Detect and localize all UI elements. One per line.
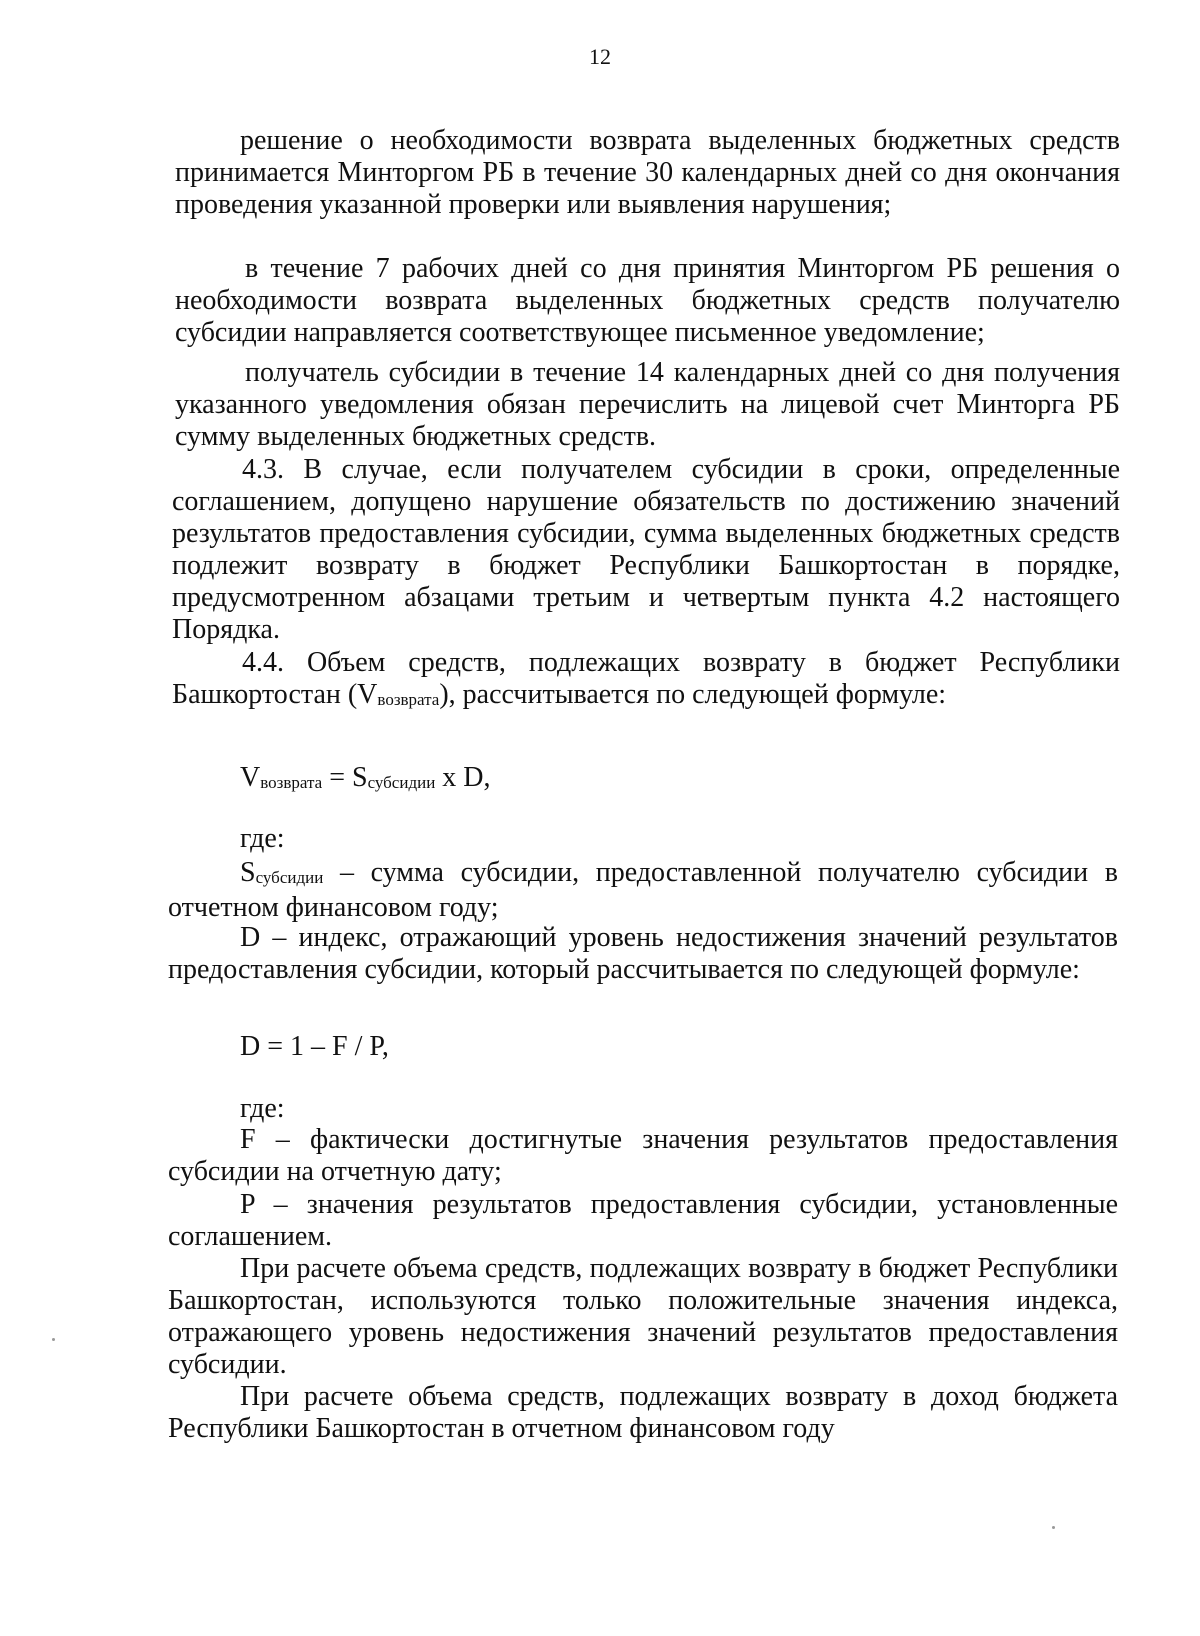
paragraph-notification: в течение 7 рабочих дней со дня принятия Минторгом РБ решения о необходимости возврата выделенных бюджетных средств получателю субсидии направляется соответствующее письменное уведомление; — [175, 253, 1120, 348]
s-symbol: S — [240, 857, 256, 888]
paragraph-4-4-text-end: ), рассчитывается по следующей формуле: — [439, 679, 947, 710]
formula-v-symbol: V — [240, 762, 261, 793]
paragraph-4-3: 4.3. В случае, если получателем субсидии в сроки, определенные соглашением, допущено нарушение обязательств по достижению значений результатов предоставления субсидии, сумма выделенных бюджетных средств подлежит возврату в бюджет Республики Башкортостан в порядке, предусмотренном абзацами третьим и четвертым пункта 4.2 настоящего Порядка. — [172, 454, 1120, 645]
paragraph-4-4 — [172, 647, 1120, 714]
paragraph-4-4-text-start: 4.4. Объем средств, подлежащих возврату в бюджет Республики Башкортостан (V — [172, 647, 1120, 710]
formula-s-subscript: субсидии — [367, 773, 436, 792]
formula-d-index: D = 1 – F / P, — [240, 1031, 389, 1062]
page-number: 12 — [589, 44, 611, 69]
where-label-1: где: — [240, 823, 285, 854]
paragraph-f-definition: F – фактически достигнутые значения результатов предоставления субсидии на отчетную дату; — [168, 1124, 1118, 1187]
paragraph-reporting-year: При расчете объема средств, подлежащих возврату в доход бюджета Республики Башкортостан в отчетном финансовом году — [168, 1381, 1118, 1444]
paragraph-s-definition — [168, 857, 1118, 924]
paragraph-recipient-transfer: получатель субсидии в течение 14 календарных дней со дня получения указанного уведомления обязан перечислить на лицевой счет Минторга РБ сумму выделенных бюджетных средств. — [175, 357, 1120, 452]
scan-speck — [52, 1338, 55, 1341]
formula-v-return — [240, 762, 491, 797]
paragraph-d-definition: D – индекс, отражающий уровень недостижения значений результатов предоставления субсидии, который рассчитывается по следующей формуле: — [168, 922, 1118, 985]
formula-equals-s: = S — [322, 762, 368, 793]
v-return-subscript: возврата — [377, 690, 440, 709]
s-subscript: субсидии — [255, 868, 324, 887]
paragraph-p-definition: P – значения результатов предоставления субсидии, установленные соглашением. — [168, 1189, 1118, 1252]
formula-v-subscript: возврата — [260, 773, 323, 792]
scan-speck — [1052, 1526, 1055, 1529]
paragraph-return-decision: решение о необходимости возврата выделенных бюджетных средств принимается Минторгом РБ в течение 30 календарных дней со дня окончания проведения указанной проверки или выявления нарушения; — [175, 125, 1120, 220]
where-label-2: где: — [240, 1093, 285, 1124]
s-definition-text: – сумма субсидии, предоставленной получателю субсидии в отчетном финансовом году; — [168, 857, 1118, 923]
formula-times-d: x D, — [435, 762, 491, 793]
paragraph-positive-values: При расчете объема средств, подлежащих возврату в бюджет Республики Башкортостан, используются только положительные значения индекса, отражающего уровень недостижения значений результатов предоставления субсидии. — [168, 1253, 1118, 1380]
